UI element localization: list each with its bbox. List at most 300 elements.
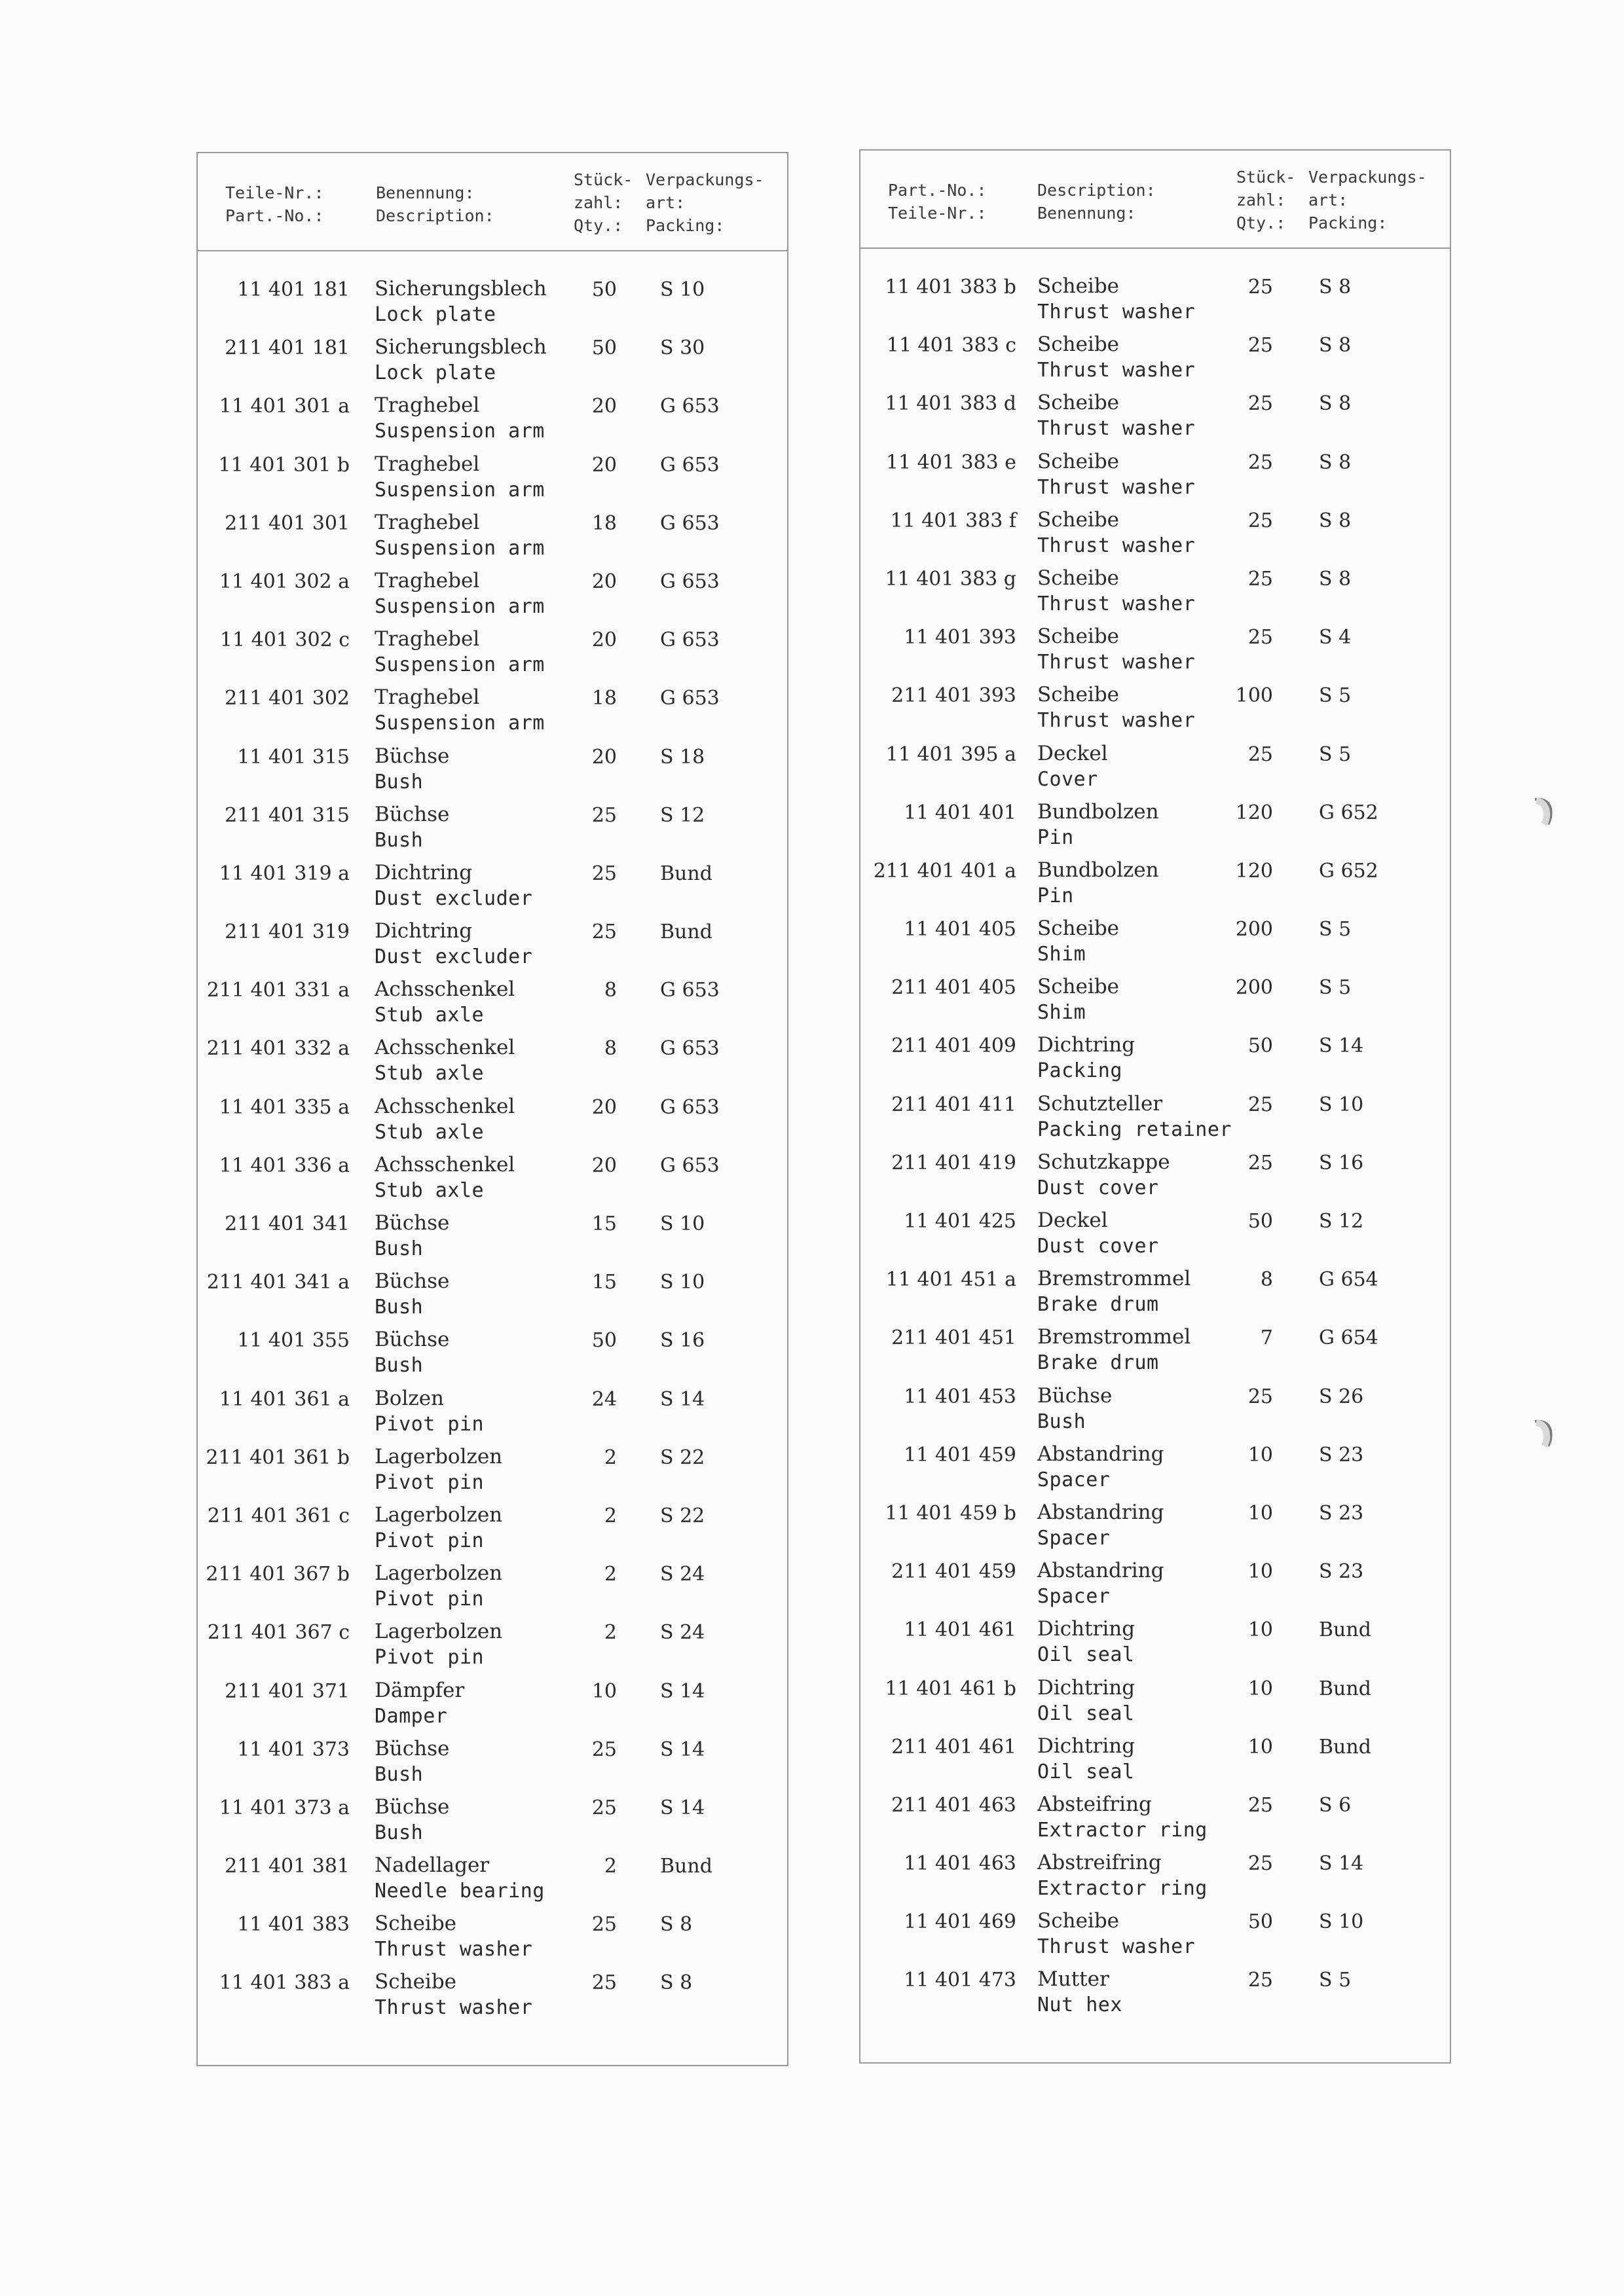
punch-hole-icon	[1534, 795, 1553, 826]
name-german: Büchse	[375, 1328, 450, 1352]
packing-type: S 8	[1319, 334, 1352, 357]
name-english: Thrust washer	[375, 1996, 533, 2020]
name-german: Scheibe	[375, 1970, 457, 1994]
table-row	[198, 334, 787, 392]
packing-type: S 22	[660, 1446, 705, 1469]
quantity: 2	[604, 1855, 617, 1878]
quantity: 18	[591, 511, 617, 535]
quantity: 10	[1247, 1501, 1273, 1525]
part-number: 11 401 401	[904, 801, 1016, 824]
table-row	[860, 1091, 1450, 1149]
table-row	[198, 276, 787, 334]
table-row	[198, 1034, 787, 1093]
name-german: Scheibe	[1037, 917, 1120, 941]
part-number: 211 401 332 a	[206, 1037, 350, 1061]
part-number: 11 401 459 b	[885, 1501, 1016, 1525]
name-german: Achsschenkel	[375, 1094, 515, 1118]
table-row	[860, 448, 1450, 507]
quantity: 50	[591, 1329, 617, 1353]
packing-type: S 22	[660, 1504, 705, 1527]
name-english: Pivot pin	[375, 1646, 485, 1669]
packing-type: S 18	[660, 745, 705, 769]
header-packing-line2: art:	[646, 193, 686, 212]
quantity: 25	[591, 1738, 617, 1761]
quantity: 50	[591, 337, 617, 360]
packing-type: Bund	[1319, 1735, 1371, 1758]
quantity: 25	[591, 1913, 617, 1937]
name-german: Bremstrommel	[1037, 1325, 1191, 1349]
header-qty-line1: Stück-	[1236, 168, 1296, 187]
name-english: Suspension arm	[375, 712, 545, 735]
name-german: Traghebel	[375, 685, 480, 710]
name-english: Thrust washer	[1037, 651, 1196, 674]
packing-type: Bund	[1319, 1618, 1371, 1642]
name-german: Scheibe	[375, 1912, 457, 1936]
name-german: Abstreifring	[1037, 1851, 1162, 1875]
table-row	[198, 1969, 787, 2027]
table-header	[860, 151, 1450, 249]
name-english: Stub axle	[375, 1120, 485, 1144]
packing-type: G 652	[1319, 859, 1378, 883]
packing-type: S 16	[660, 1329, 705, 1353]
quantity: 7	[1260, 1326, 1273, 1350]
name-english: Packing retainer	[1037, 1118, 1232, 1141]
quantity: 20	[591, 453, 617, 477]
packing-type: S 14	[660, 1679, 705, 1703]
quantity: 8	[604, 979, 617, 1002]
part-number: 211 401 341 a	[206, 1271, 350, 1294]
packing-type: G 653	[660, 395, 720, 418]
part-number: 11 401 373 a	[219, 1796, 350, 1819]
name-german: Absteifring	[1037, 1792, 1152, 1816]
name-german: Deckel	[1037, 1209, 1108, 1232]
name-german: Dichtring	[375, 919, 473, 943]
quantity: 25	[1247, 1151, 1273, 1175]
quantity: 120	[1235, 801, 1273, 824]
table-row	[860, 1791, 1450, 1850]
name-english: Packing	[1037, 1059, 1122, 1083]
part-number: 211 401 401 a	[873, 859, 1016, 883]
header-part-no-line2: Teile-Nr.:	[888, 204, 987, 223]
table-row	[860, 1383, 1450, 1441]
part-number: 11 401 451 a	[885, 1268, 1016, 1292]
name-english: Suspension arm	[375, 653, 545, 677]
quantity: 10	[1247, 1677, 1273, 1700]
packing-type: G 654	[1319, 1268, 1378, 1292]
part-number: 11 401 425	[904, 1210, 1016, 1233]
name-german: Achsschenkel	[375, 977, 515, 1002]
table-row	[198, 1560, 787, 1618]
name-german: Lagerbolzen	[375, 1444, 503, 1468]
name-english: Thrust washer	[1037, 1935, 1196, 1959]
name-german: Lagerbolzen	[375, 1503, 503, 1527]
quantity: 24	[591, 1387, 617, 1411]
part-number: 211 401 341	[225, 1212, 350, 1235]
name-german: Achsschenkel	[375, 1036, 515, 1060]
name-english: Lock plate	[375, 361, 496, 385]
packing-type: G 653	[660, 453, 720, 477]
packing-type: S 23	[1319, 1560, 1364, 1584]
table-row	[860, 1032, 1450, 1090]
name-german: Scheibe	[1037, 333, 1120, 357]
header-part-no-line2: Part.-No.:	[225, 206, 324, 225]
part-number: 11 401 459	[904, 1443, 1016, 1467]
name-german: Abstandring	[1037, 1442, 1164, 1466]
part-number: 11 401 395 a	[885, 742, 1016, 766]
name-german: Scheibe	[1037, 1909, 1120, 1933]
packing-type: S 30	[660, 337, 705, 360]
part-number: 11 401 335 a	[219, 1095, 350, 1119]
quantity: 25	[1247, 450, 1273, 474]
quantity: 25	[1247, 509, 1273, 532]
packing-type: S 5	[1319, 742, 1352, 766]
name-english: Shim	[1037, 943, 1086, 966]
name-german: Bundbolzen	[1037, 858, 1159, 882]
table-row	[198, 1677, 787, 1736]
quantity: 25	[1247, 392, 1273, 416]
table-row	[198, 509, 787, 568]
packing-type: S 24	[660, 1621, 705, 1645]
name-english: Stub axle	[375, 1178, 485, 1202]
quantity: 20	[591, 1095, 617, 1119]
packing-type: S 14	[660, 1738, 705, 1761]
table-row	[860, 1908, 1450, 1966]
packing-type: G 652	[1319, 801, 1378, 824]
quantity: 2	[604, 1563, 617, 1586]
name-german: Scheibe	[1037, 391, 1120, 415]
name-english: Needle bearing	[375, 1880, 545, 1903]
name-english: Pin	[1037, 884, 1074, 907]
table-row	[198, 1326, 787, 1385]
header-description-line1: Benennung:	[376, 183, 475, 202]
table-row	[860, 273, 1450, 331]
table-row	[860, 507, 1450, 565]
quantity: 10	[1247, 1618, 1273, 1642]
packing-type: S 16	[1319, 1151, 1364, 1175]
quantity: 15	[591, 1212, 617, 1235]
name-german: Scheibe	[1037, 449, 1120, 473]
packing-type: Bund	[1319, 1677, 1371, 1700]
part-number: 211 401 461	[891, 1735, 1016, 1758]
name-german: Dichtring	[375, 860, 473, 884]
name-english: Shim	[1037, 1001, 1086, 1025]
part-number: 11 401 383 c	[886, 334, 1016, 357]
name-german: Scheibe	[1037, 683, 1120, 707]
part-number: 11 401 301 a	[219, 395, 350, 418]
name-english: Pin	[1037, 826, 1074, 849]
part-number: 11 401 361 a	[219, 1387, 350, 1411]
part-number: 11 401 383 d	[885, 392, 1016, 416]
name-german: Büchse	[375, 744, 450, 768]
table-row	[860, 1499, 1450, 1558]
table-row	[860, 1324, 1450, 1382]
quantity: 25	[591, 803, 617, 827]
part-number: 11 401 315	[237, 745, 350, 769]
name-english: Oil seal	[1037, 1643, 1135, 1667]
table-row	[860, 1207, 1450, 1266]
table-row	[860, 1850, 1450, 1908]
header-packing-line3: Packing:	[646, 216, 725, 235]
part-number: 11 401 336 a	[219, 1154, 350, 1177]
name-english: Spacer	[1037, 1526, 1111, 1550]
quantity: 25	[591, 862, 617, 885]
header-description-line2: Benennung:	[1037, 204, 1136, 223]
name-german: Dichtring	[1037, 1033, 1135, 1057]
name-english: Bush	[1037, 1410, 1086, 1433]
name-english: Bush	[375, 1354, 424, 1377]
table-row	[198, 568, 787, 626]
quantity: 10	[591, 1679, 617, 1703]
table-row	[860, 857, 1450, 915]
table-row	[860, 1149, 1450, 1207]
packing-type: S 8	[660, 1971, 693, 1995]
quantity: 120	[1235, 859, 1273, 883]
quantity: 25	[1247, 276, 1273, 299]
header-qty-line1: Stück-	[574, 170, 633, 189]
packing-type: S 5	[1319, 1969, 1352, 1992]
packing-type: S 8	[1319, 567, 1352, 591]
name-english: Bush	[375, 1296, 424, 1319]
name-german: Traghebel	[375, 568, 480, 592]
header-packing-line3: Packing:	[1308, 213, 1388, 232]
name-german: Scheibe	[1037, 975, 1120, 999]
table-row	[860, 565, 1450, 623]
header-part-no-line1: Part.-No.:	[888, 181, 987, 200]
part-number: 211 401 301	[225, 511, 350, 535]
table-row	[860, 1733, 1450, 1791]
parts-table-left	[196, 152, 788, 2066]
quantity: 2	[604, 1504, 617, 1527]
name-english: Bush	[375, 828, 424, 852]
header-description-line2: Description:	[376, 206, 494, 225]
name-english: Suspension arm	[375, 594, 545, 618]
name-german: Scheibe	[1037, 625, 1120, 649]
name-german: Nadellager	[375, 1853, 490, 1878]
name-english: Damper	[375, 1704, 448, 1728]
name-german: Dämpfer	[375, 1678, 465, 1702]
quantity: 20	[591, 629, 617, 652]
part-number: 211 401 371	[225, 1679, 350, 1703]
part-number: 11 401 469	[904, 1910, 1016, 1934]
name-german: Bremstrommel	[1037, 1267, 1191, 1291]
part-number: 211 401 181	[225, 337, 350, 360]
packing-type: S 10	[1319, 1093, 1364, 1116]
packing-type: S 10	[1319, 1910, 1364, 1934]
packing-type: G 653	[660, 979, 720, 1002]
name-english: Thrust washer	[1037, 709, 1196, 733]
part-number: 11 401 461	[904, 1618, 1016, 1642]
name-english: Dust cover	[1037, 1176, 1159, 1199]
part-number: 211 401 302	[225, 687, 350, 710]
table-row	[860, 1441, 1450, 1499]
name-english: Extractor ring	[1037, 1877, 1208, 1901]
name-german: Traghebel	[375, 510, 480, 534]
punch-hole-icon	[1534, 1417, 1553, 1448]
name-english: Extractor ring	[1037, 1818, 1208, 1842]
quantity: 50	[1247, 1910, 1273, 1934]
quantity: 18	[591, 687, 617, 710]
part-number: 11 401 473	[904, 1969, 1016, 1992]
name-english: Bush	[375, 1237, 424, 1260]
part-number: 11 401 383	[237, 1913, 350, 1937]
table-row	[860, 623, 1450, 682]
header-packing-line1: Verpackungs-	[1308, 168, 1427, 187]
quantity: 25	[1247, 567, 1273, 591]
packing-type: S 5	[1319, 976, 1352, 1000]
name-english: Nut hex	[1037, 1994, 1122, 2017]
packing-type: G 653	[660, 1154, 720, 1177]
header-part-no-line1: Teile-Nr.:	[225, 183, 324, 202]
quantity: 20	[591, 745, 617, 769]
part-number: 211 401 411	[891, 1093, 1016, 1116]
packing-type: G 654	[1319, 1326, 1378, 1350]
part-number: 211 401 381	[225, 1855, 350, 1878]
packing-type: S 10	[660, 1271, 705, 1294]
packing-type: S 8	[1319, 509, 1352, 532]
part-number: 211 401 463	[891, 1793, 1016, 1817]
name-english: Spacer	[1037, 1585, 1111, 1609]
quantity: 25	[1247, 1852, 1273, 1876]
packing-type: Bund	[660, 1855, 712, 1878]
table-row	[198, 451, 787, 509]
name-german: Scheibe	[1037, 274, 1120, 298]
name-german: Lagerbolzen	[375, 1620, 503, 1644]
table-row	[198, 1385, 787, 1444]
packing-type: S 14	[660, 1387, 705, 1411]
part-number: 11 401 383 a	[219, 1971, 350, 1995]
header-qty-line2: zahl:	[1236, 191, 1286, 210]
part-number: 211 401 393	[891, 684, 1016, 708]
table-row	[198, 860, 787, 918]
table-row	[860, 1266, 1450, 1324]
table-row	[198, 976, 787, 1034]
name-german: Traghebel	[375, 393, 480, 418]
quantity: 25	[591, 1971, 617, 1995]
name-english: Stub axle	[375, 1004, 485, 1027]
name-german: Traghebel	[375, 627, 480, 651]
part-number: 211 401 331 a	[206, 979, 350, 1002]
quantity: 25	[1247, 1793, 1273, 1817]
quantity: 25	[591, 920, 617, 944]
name-german: Abstandring	[1037, 1500, 1164, 1524]
name-german: Scheibe	[1037, 566, 1120, 590]
part-number: 211 401 367 b	[206, 1563, 350, 1586]
packing-type: S 4	[1319, 626, 1352, 649]
packing-type: S 10	[660, 278, 705, 301]
table-body	[198, 276, 787, 2028]
part-number: 11 401 393	[904, 626, 1016, 649]
table-row	[860, 1675, 1450, 1733]
table-header	[198, 153, 787, 251]
part-number: 211 401 405	[891, 976, 1016, 1000]
table-row	[198, 1736, 787, 1794]
packing-type: S 14	[660, 1796, 705, 1819]
table-row	[860, 740, 1450, 799]
packing-type: S 8	[1319, 276, 1352, 299]
table-row	[860, 682, 1450, 740]
part-number: 11 401 383 b	[885, 276, 1016, 299]
quantity: 15	[591, 1271, 617, 1294]
header-description-line1: Description:	[1037, 181, 1156, 200]
name-english: Suspension arm	[375, 420, 545, 443]
table-row	[198, 1852, 787, 1910]
part-number: 211 401 367 c	[207, 1621, 350, 1645]
name-german: Mutter	[1037, 1967, 1109, 1992]
name-english: Thrust washer	[375, 1938, 533, 1961]
part-number: 211 401 361 c	[207, 1504, 350, 1527]
header-qty-line3: Qty.:	[574, 216, 623, 235]
packing-type: S 23	[1319, 1443, 1364, 1467]
parts-table-right	[859, 149, 1451, 2064]
table-row	[198, 743, 787, 801]
name-english: Suspension arm	[375, 536, 545, 560]
table-row	[860, 1616, 1450, 1674]
part-number: 11 401 355	[237, 1329, 350, 1353]
part-number: 11 401 383 g	[885, 567, 1016, 591]
name-german: Sicherungsblech	[375, 277, 547, 301]
part-number: 11 401 383 f	[890, 509, 1016, 532]
quantity: 20	[591, 1154, 617, 1177]
name-english: Bush	[375, 770, 424, 793]
name-english: Spacer	[1037, 1468, 1111, 1491]
name-english: Brake drum	[1037, 1293, 1159, 1317]
table-row	[198, 1152, 787, 1210]
quantity: 25	[1247, 1093, 1273, 1116]
quantity: 50	[1247, 1210, 1273, 1233]
part-number: 211 401 459	[891, 1560, 1016, 1584]
quantity: 8	[1260, 1268, 1273, 1292]
name-english: Dust cover	[1037, 1235, 1159, 1258]
packing-type: S 5	[1319, 918, 1352, 941]
part-number: 211 401 451	[891, 1326, 1016, 1350]
quantity: 25	[1247, 626, 1273, 649]
quantity: 200	[1235, 976, 1273, 1000]
packing-type: S 8	[1319, 392, 1352, 416]
table-row	[860, 799, 1450, 857]
part-number: 11 401 319 a	[219, 862, 350, 885]
quantity: 200	[1235, 918, 1273, 941]
name-german: Büchse	[375, 1795, 450, 1819]
part-number: 11 401 302 c	[219, 629, 350, 652]
name-english: Pivot pin	[375, 1412, 485, 1436]
name-english: Stub axle	[375, 1062, 485, 1085]
table-row	[860, 915, 1450, 974]
name-german: Dichtring	[1037, 1617, 1135, 1641]
name-english: Oil seal	[1037, 1702, 1135, 1725]
name-german: Büchse	[375, 1269, 450, 1294]
name-english: Thrust washer	[1037, 475, 1196, 499]
name-german: Bundbolzen	[1037, 799, 1159, 824]
quantity: 25	[1247, 1969, 1273, 1992]
name-german: Scheibe	[1037, 507, 1120, 532]
table-row	[198, 1794, 787, 1852]
name-german: Schutzkappe	[1037, 1150, 1170, 1174]
table-row	[198, 918, 787, 976]
quantity: 2	[604, 1446, 617, 1469]
table-row	[198, 684, 787, 742]
name-english: Suspension arm	[375, 478, 545, 501]
part-number: 211 401 361 b	[206, 1446, 350, 1469]
quantity: 50	[1247, 1034, 1273, 1058]
name-german: Dichtring	[1037, 1675, 1135, 1700]
quantity: 25	[1247, 1385, 1273, 1408]
name-german: Büchse	[375, 802, 450, 826]
name-english: Bush	[375, 1762, 424, 1786]
table-body	[860, 273, 1450, 2025]
quantity: 50	[591, 278, 617, 301]
packing-type: G 653	[660, 570, 720, 593]
table-row	[860, 331, 1450, 390]
